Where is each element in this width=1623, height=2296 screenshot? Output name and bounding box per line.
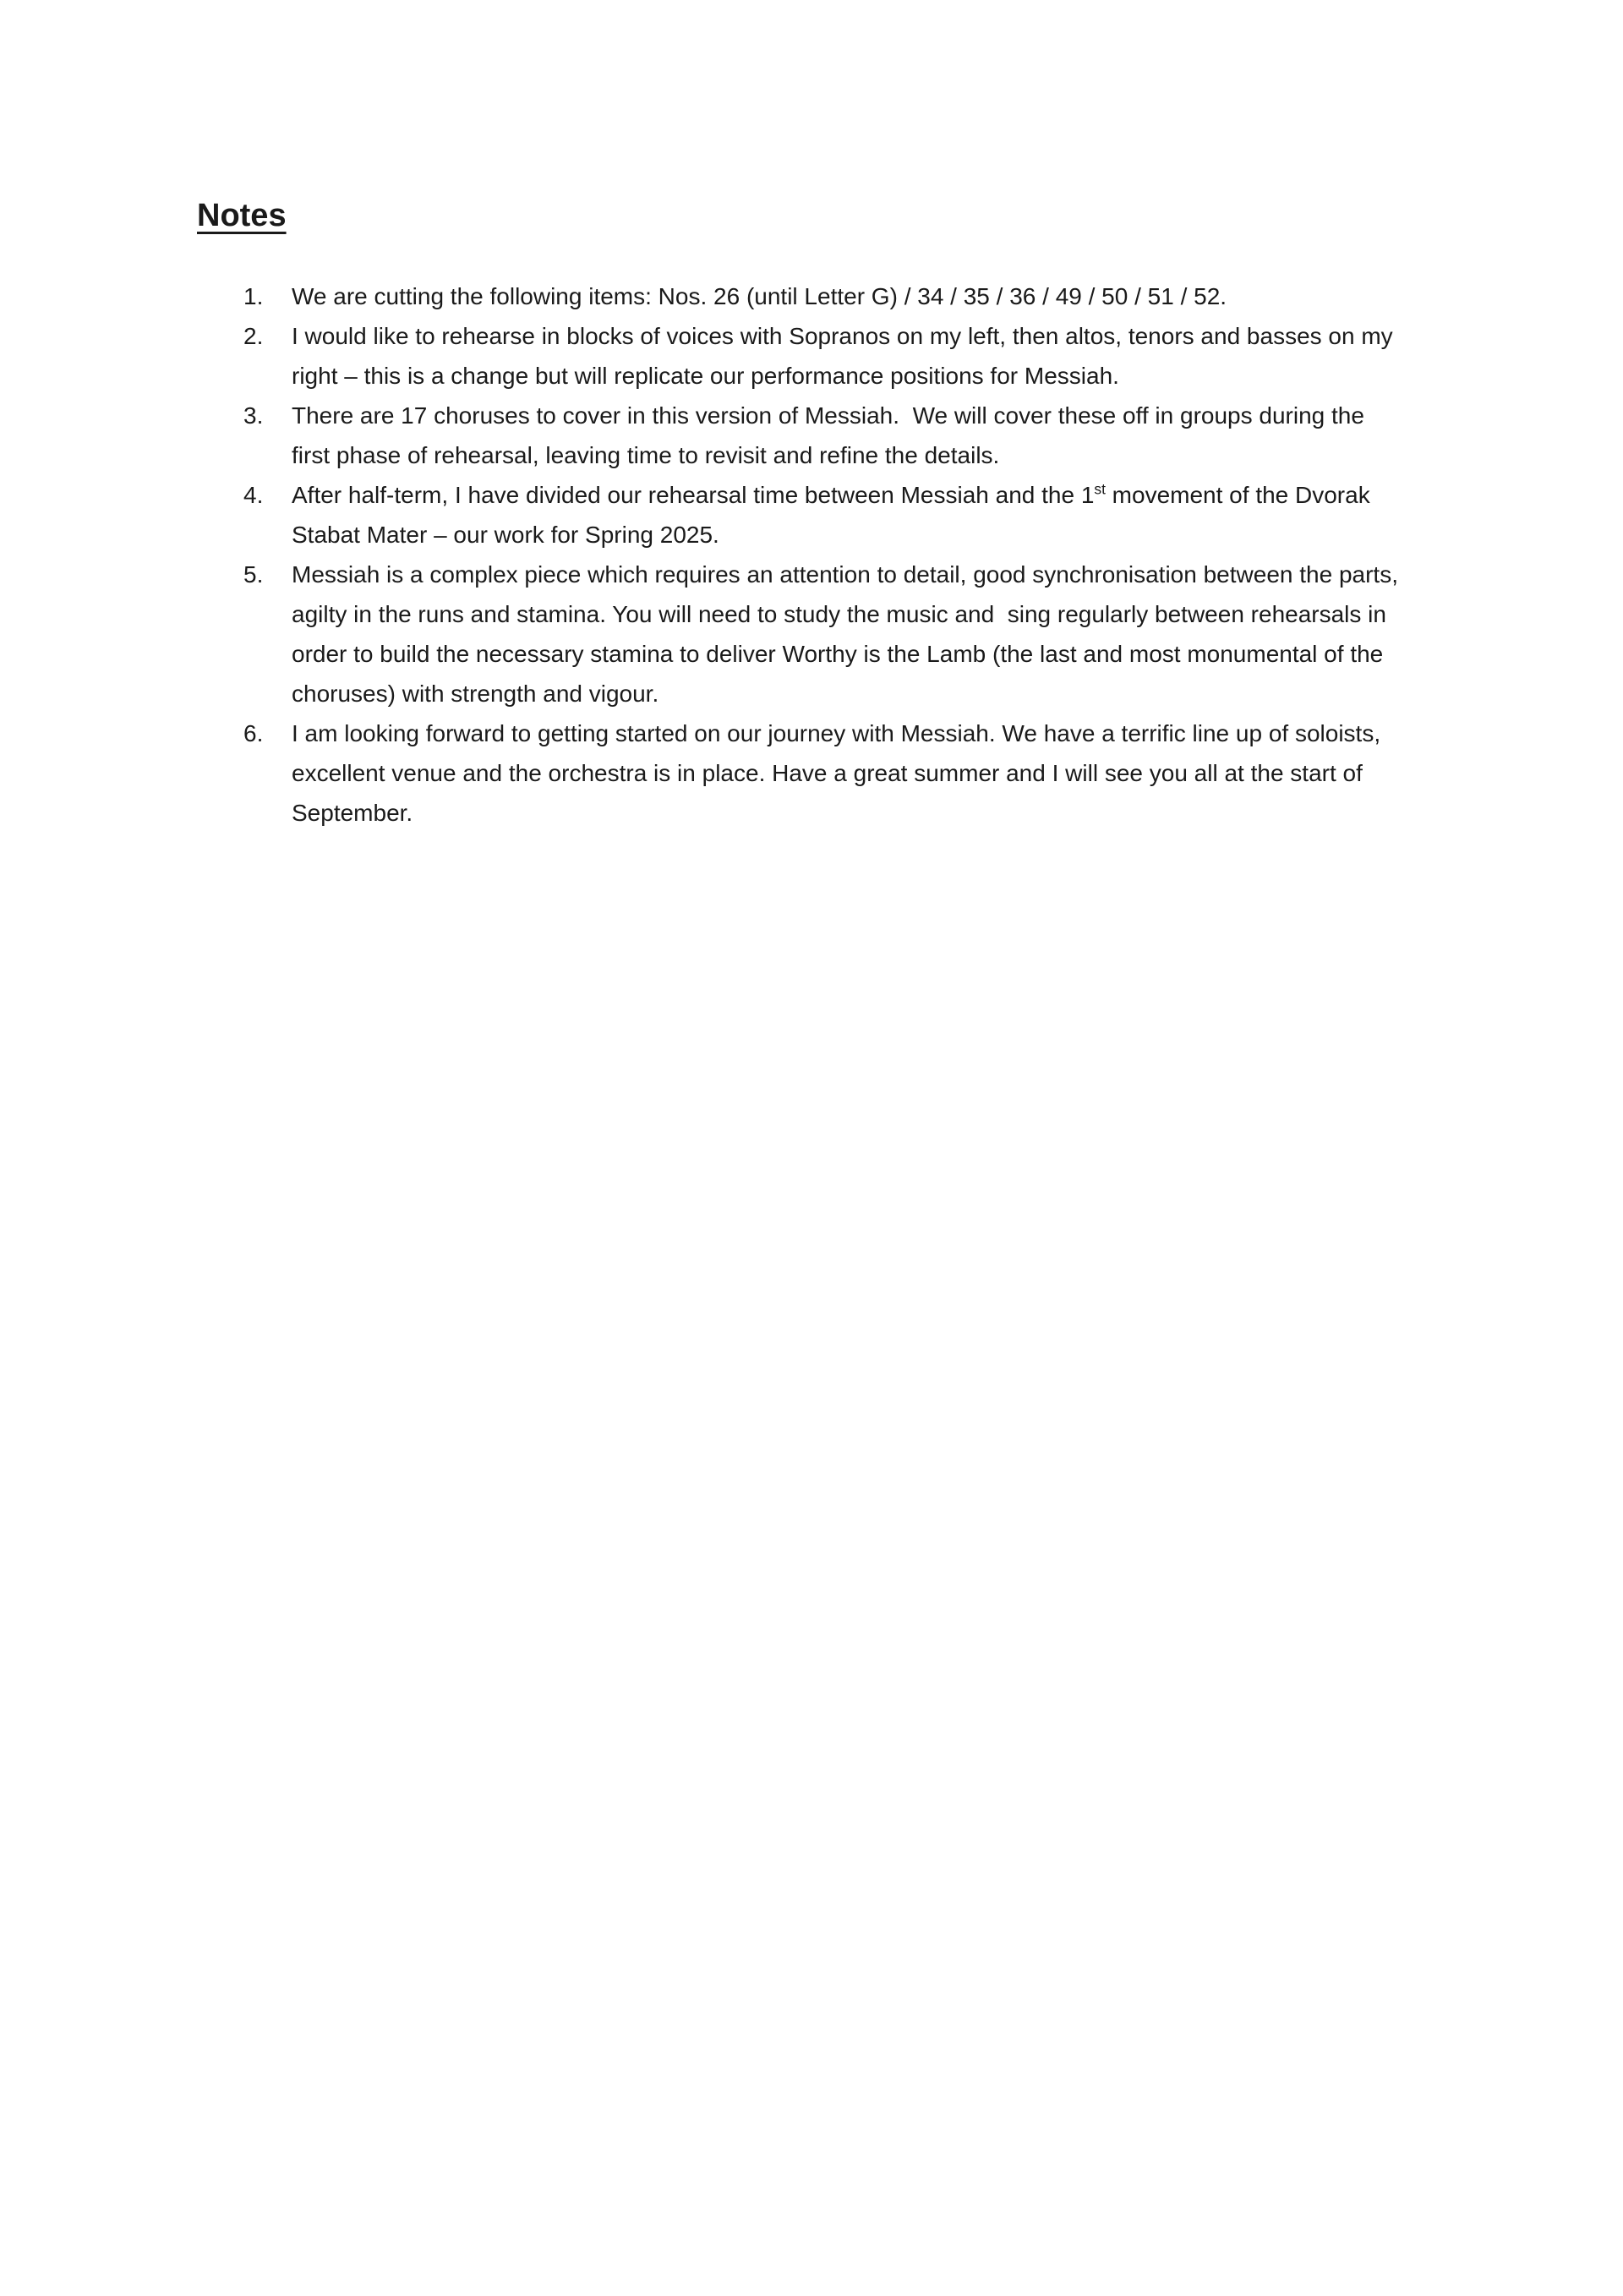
document-heading: Notes [197,198,287,233]
note-item-text [292,475,1400,555]
note-text-segment: There are 17 choruses to cover in this version of Messiah. We will cover these off in groups during the first phase of rehearsal, leaving time to revisit and refine the details. [292,402,1371,468]
note-item-number: 3. [243,402,264,429]
note-item-5 [243,555,1405,713]
note-item-number: 1. [243,283,264,309]
note-item-6 [243,713,1400,833]
note-text-segment: After half-term, I have divided our rehearsal time between Messiah and the 1 [292,482,1095,508]
notes-list [243,276,1405,833]
note-item-number: 2. [243,323,264,349]
note-item-text [292,276,1400,316]
note-item-text [292,396,1400,475]
note-text-segment: Messiah is a complex piece which requires an attention to detail, good synchronisation between the parts, agilty in the runs and stamina. You will need to study the music and sing regularly between rehearsals in order to build the necessary stamina to deliver Worthy is the Lamb (the last and most monumental of the choruses) with strength and vigour. [292,561,1405,707]
note-item-1 [243,276,1400,316]
note-item-number: 4. [243,482,264,508]
note-text-segment: I am looking forward to getting started on our journey with Messiah. We have a terrific line up of soloists, excellent venue and the orchestra is in place. Have a great summer and I will see you all at the start of September. [292,720,1387,826]
note-item-3 [243,396,1400,475]
note-item-4 [243,475,1400,555]
note-item-text [292,316,1400,396]
note-text-segment: We are cutting the following items: Nos. 26 (until Letter G) / 34 / 35 / 36 / 49 / 50 / 51 / 52. [292,283,1227,309]
note-text-segment: movement of the Dvorak Stabat Mater – our work for Spring 2025. [292,482,1377,548]
note-item-2 [243,316,1400,396]
note-item-number: 5. [243,561,264,588]
note-text-segment: I would like to rehearse in blocks of voices with Sopranos on my left, then altos, tenors and basses on my right – this is a change but will replicate our performance positions for Messiah. [292,323,1400,389]
ordinal-superscript: st [1094,480,1106,498]
note-item-text [292,713,1400,833]
note-item-number: 6. [243,720,264,746]
note-item-text [292,555,1405,713]
